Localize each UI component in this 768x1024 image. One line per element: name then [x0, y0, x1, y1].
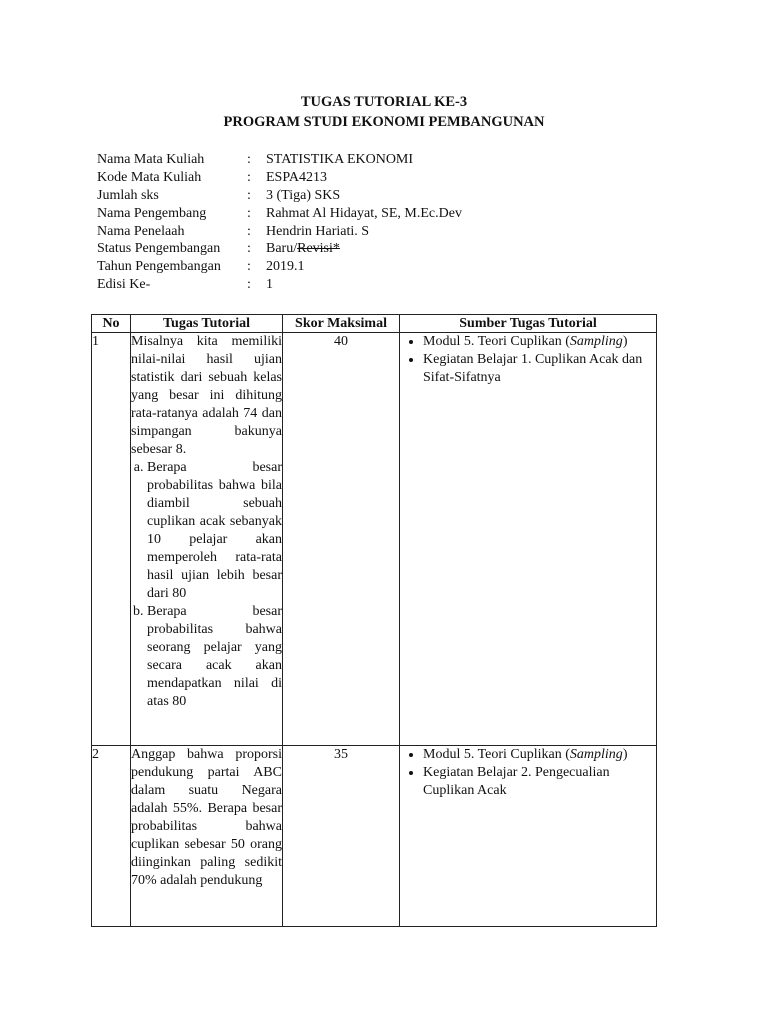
table-header-row	[92, 315, 657, 333]
header-score: Skor Maksimal	[283, 315, 400, 333]
info-value: Hendrin Hariati. S	[266, 223, 370, 239]
source-italic: Sampling	[569, 747, 623, 762]
row-number: 1	[92, 333, 131, 746]
info-row-credits	[97, 187, 462, 205]
info-label: Edisi Ke-	[97, 277, 151, 293]
info-row-year	[97, 258, 462, 276]
info-colon: :	[247, 277, 251, 293]
source-item: • Kegiatan Belajar 1. Cuplikan Acak dan Sifat-Sifatnya	[423, 351, 652, 387]
info-row-reviewer	[97, 223, 462, 241]
status-revision-struck: Revisi*	[297, 241, 340, 257]
info-row-edition	[97, 276, 462, 294]
task-subquestions	[131, 459, 282, 711]
source-italic: Sampling	[569, 334, 623, 349]
info-value	[266, 240, 340, 258]
course-info	[97, 151, 462, 294]
info-label: Nama Penelaah	[97, 223, 185, 239]
info-row-status	[97, 240, 462, 258]
info-value: STATISTIKA EKONOMI	[266, 152, 414, 167]
info-value: 1	[266, 277, 273, 293]
info-label: Kode Mata Kuliah	[97, 169, 202, 185]
info-value: 3 (Tiga) SKS	[266, 187, 341, 203]
task-subquestion: b. Berapa besar probabilitas bahwa seorang pelajar yang secara acak akan mendapatkan nilai di atas 80	[147, 603, 282, 711]
document-title: TUGAS TUTORIAL KE-3	[300, 94, 468, 110]
info-colon: :	[247, 187, 251, 203]
info-colon: :	[247, 259, 251, 275]
task-intro: Anggap bahwa proporsi pendukung partai ABC dalam suatu Negara adalah 55%. Berapa besar probabilitas bahwa cuplikan sebesar 50 orang diinginkan paling sedikit 70% adalah pendukung	[131, 747, 282, 888]
info-label: Status Pengembangan	[97, 241, 221, 257]
source-cell	[400, 746, 657, 927]
source-item: • Kegiatan Belajar 2. Pengecualian Cuplikan Acak	[423, 764, 652, 800]
task-intro: Misalnya kita memiliki nilai-nilai hasil ujian statistik dari sebuah kelas yang besar ini dihitung rata-ratanya adalah 74 dan simpangan bakunya sebesar 8.	[131, 334, 282, 457]
info-value: Rahmat Al Hidayat, SE, M.Ec.Dev	[266, 205, 462, 221]
info-row-course-code	[97, 169, 462, 187]
info-label: Nama Pengembang	[97, 205, 207, 221]
info-colon: :	[247, 169, 251, 185]
header-source: Sumber Tugas Tutorial	[400, 315, 657, 333]
header-no: No	[92, 315, 131, 333]
source-end: )	[622, 334, 628, 349]
source-item	[423, 746, 652, 764]
task-cell	[131, 333, 283, 746]
info-colon: :	[247, 241, 251, 257]
program-title: PROGRAM STUDI EKONOMI PEMBANGUNAN	[223, 114, 545, 130]
header-task: Tugas Tutorial	[131, 315, 283, 333]
task-subquestion: a. Berapa besar probabilitas bahwa bila diambil sebuah cuplikan acak sebanyak 10 pelajar akan memperoleh rata-rata hasil ujian lebih besar dari 80	[147, 459, 282, 603]
source-text: Modul 5. Teori Cuplikan (	[423, 334, 570, 349]
info-colon: :	[247, 152, 251, 167]
task-table	[91, 314, 657, 927]
row-number: 2	[92, 746, 131, 927]
source-list	[400, 333, 656, 387]
table-row	[92, 333, 657, 746]
source-cell	[400, 333, 657, 746]
task-cell	[131, 746, 283, 927]
status-new: Baru/	[266, 241, 298, 257]
score-cell: 40	[283, 333, 400, 746]
info-colon: :	[247, 223, 251, 239]
info-row-developer	[97, 205, 462, 223]
source-text: Modul 5. Teori Cuplikan (	[423, 747, 570, 762]
info-label: Tahun Pengembangan	[97, 259, 221, 275]
info-value: ESPA4213	[266, 169, 327, 185]
info-colon: :	[247, 205, 251, 221]
info-value: 2019.1	[266, 259, 305, 275]
info-label: Nama Mata Kuliah	[97, 152, 205, 167]
info-label: Jumlah sks	[97, 187, 159, 203]
source-item	[423, 333, 652, 351]
table-row	[92, 746, 657, 927]
info-row-course-name	[97, 151, 462, 169]
source-end: )	[622, 747, 628, 762]
source-list	[400, 746, 656, 800]
score-cell: 35	[283, 746, 400, 927]
